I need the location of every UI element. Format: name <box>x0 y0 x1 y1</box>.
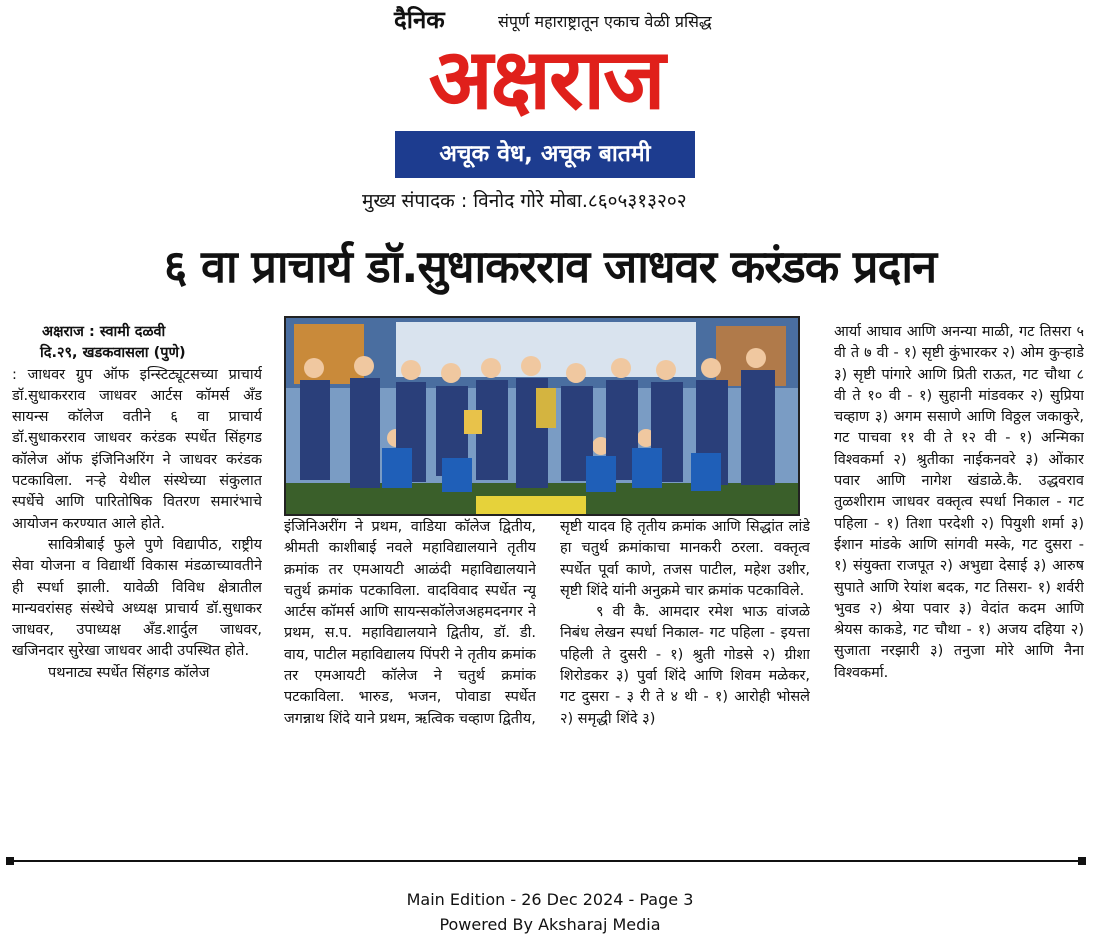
article-paragraph: इंजिनिअरींग ने प्रथम, वाडिया कॉलेज द्वितीय, श्रीमती काशीबाई नवले महाविद्यालयाने तृतीय क्रमांक तर एमआयटी आळंदी महाविद्यालयाने चतुर्थ क्रमांक पटकाविला. वादविवाद स्पर्धेत न्यू आर्टस कॉमर्स आणि सायन्सकॉलेजअहमदनगर ने प्रथम, स.प. महाविद्यालयाने द्वितीय, डॉ. डी. वाय, पाटील महाविद्यालय पिंपरी ने तृतीय क्रमांक तर एमआयटी कॉलेज ने चतुर्थ क्रमांक पटकाविला. भारुड, भजन, पोवाडा स्पर्धेत जगन्नाथ शिंदे याने प्रथम, ऋत्विक चव्हाण द्वितीय, <box>284 519 536 727</box>
article-paragraph: : जाधवर ग्रुप ऑफ इन्स्टिट्यूटसच्या प्राचार्य डॉ.सुधाकरराव जाधवर आर्टस कॉमर्स अँड सायन्स कॉलेज वतीने ६ वा प्राचार्य डॉ.सुधाकरराव जाधवर करंडक स्पर्धेत सिंहगड कॉलेज ऑफ इंजिनिअरिंग ने जाधवर करंडक पटकाविला. नऱ्हे येथील संस्थेच्या संकुलात स्पर्धेचे आणि पारितोषिक वितरण समारंभाचे आयोजन करण्यात आले होते. <box>12 366 262 532</box>
article-column-1 <box>12 322 262 850</box>
footer-edition: Main Edition - 26 Dec 2024 - Page 3 <box>406 890 694 909</box>
masthead-editor: मुख्य संपादक : विनोद गोरे मोबा.८६०५३१३२०२ <box>362 190 687 212</box>
divider-endcap <box>1078 857 1086 865</box>
award-ceremony-image <box>286 318 800 516</box>
masthead-dainik: दैनिक <box>394 5 445 34</box>
byline-reporter: अक्षराज : स्वामी दळवी <box>42 324 166 340</box>
newspaper-logo: अक्षराज <box>428 30 664 128</box>
article-paragraph: सृष्टी यादव हि तृतीय क्रमांक आणि सिद्धांत लांडे हा चतुर्थ क्रमांकाचा मानकरी ठरला. वक्तृत्व स्पर्धेत पूर्वा काणे, तजस पाटील, महेश उशीर, सृष्टी शिंदे यांनी अनुक्रमे चार क्रमांक पटकाविले. <box>560 519 810 599</box>
article-headline: ६ वा प्राचार्य डॉ.सुधाकरराव जाधवर करंडक प्रदान <box>163 240 937 293</box>
footer-divider <box>10 860 1086 862</box>
article-column-4 <box>834 322 1084 850</box>
masthead <box>0 0 1100 220</box>
divider-endcap <box>6 857 14 865</box>
article-paragraph: आर्या आघाव आणि अनन्या माळी, गट तिसरा ५ वी ते ७ वी - १) सृष्टी कुंभारकर २) ओम कुऱ्हाडे ३) सृष्टी पांगारे आणि प्रिती राऊत, गट चौथा ८ वी ते १० वी - १) सुहानी मांडवकर २) सुप्रिया चव्हाण ३) अगम ससाणे आणि विठ्ठल जकाकुरे, गट पाचवा ११ वी ते १२ वी - १) अन्मिका विश्वकर्मा २) श्रुतीका नाईकनवरे ३) ओंकार पवार आणि नागेश खंडाळे.कै. उद्धवराव तुळशीराम जाधवर वक्तृत्व स्पर्धा निकाल - गट पहिला - १) तिशा परदेशी २) पियुशी शर्मा ३) ईशान मांडके आणि सांगवी मस्के, गट दुसरा - १) संयुक्ता राजपूत २) अभुद्या देसाई ३) आरुष सुपाते आणि रेयांश बदक, गट तिसरा- १) शर्वरी भुवड २) श्रेया पवार ३) वेदांत कदम आणि श्रेयस काकडे, गट चौथा - १) अजय दहिया २) सुजाता नरझारी ३) तनुजा मोरे आणि नैना विश्वकर्मा. <box>834 324 1084 681</box>
article-paragraph: सावित्रीबाई फुले पुणे विद्यापीठ, राष्ट्रीय सेवा योजना व विद्यार्थी विकास मंडळाच्यावतीने ही स्पर्धा झाली. यावेळी विविध क्षेत्रातील मान्यवरांसह संस्थेचे अध्यक्ष प्राचार्य डॉ.सुधाकर जाधवर, उपाध्यक्ष अँड.शार्दुल जाधवर, खजिनदार सुरेखा जाधवर आदी उपस्थित होते. <box>12 536 262 660</box>
byline-dateline: दि.२९, खडकवासला (पुणे) <box>40 345 186 362</box>
masthead-motto: अचूक वेध, अचूक बातमी <box>395 131 695 178</box>
article-column-3 <box>560 517 810 850</box>
article-paragraph: ९ वी कै. आमदार रमेश भाऊ वांजळे निबंध लेखन स्पर्धा निकाल- गट पहिला - इयत्ता पहिली ते दुसरी - १) श्रुती गोडसे २) ग्रीशा शिरोडकर ३) पुर्वा शिंदे आणि शिवम मळेकर, गट दुसरा - ३ री ते ४ थी - १) आरोही भोसले २) समृद्धी शिंदे ३) <box>560 604 810 727</box>
footer-powered-by: Powered By Aksharaj Media <box>439 915 661 934</box>
masthead-tagline: संपूर्ण महाराष्ट्रातून एकाच वेळी प्रसिद्ध <box>498 12 712 31</box>
article-column-2 <box>284 517 536 850</box>
event-photo <box>284 316 800 516</box>
article-paragraph: पथनाट्य स्पर्धेत सिंहगड कॉलेज <box>48 664 210 681</box>
